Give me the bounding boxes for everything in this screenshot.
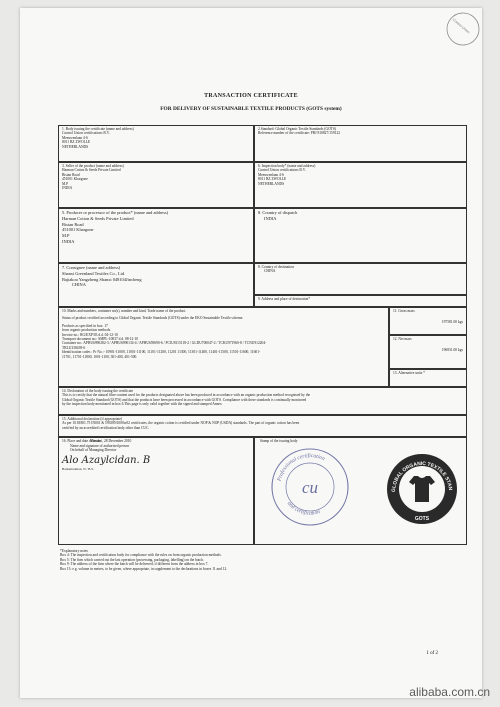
gots-ring-text: GLOBAL ORGANIC TEXTILE STAN [390, 460, 453, 493]
box-line: Bistan Road [62, 172, 80, 177]
note-line: Box 9: The address of the firm where the batch will be delivered, if different from the address in box 7. [60, 562, 209, 567]
certificate-sheet [20, 8, 482, 698]
box-line: Meeuwenlaan 4-6 [258, 172, 284, 177]
signature-label: Name and signature of authorised person [70, 443, 129, 448]
box-line: M.P [62, 181, 69, 186]
seal-top-text: Professional certification [276, 452, 326, 482]
box-label: 1. Body issuing the certificate (name and address) [62, 127, 134, 131]
control-union-seal-icon [269, 446, 351, 528]
page-number: 1 of 2 [426, 651, 438, 656]
box-line: NETHERLANDS [258, 181, 285, 186]
seal-bottom-text: and certification [285, 500, 321, 517]
box-line: Transport document no.: SMPL-10037 d.d. 08-12-10 [62, 337, 139, 342]
box-country-destination [254, 263, 467, 295]
box-label: 15. Additional declaration (if appropriate) [62, 417, 123, 421]
box-line: Control Union certifications B.V. [258, 168, 306, 173]
box-label: 9. Address and place of destination* [258, 297, 311, 301]
box-destination-address [254, 295, 467, 307]
box-standard [254, 125, 467, 162]
box-line: Harman Cotton & Seeds Private Limited [62, 168, 121, 173]
net-mass-value: 196831.00 kgs [441, 348, 463, 353]
box-label: 2.Standard: Global Organic Textile Standards (GOTS) [258, 127, 337, 131]
box-country-dispatch [254, 208, 467, 263]
box-line: TRLU338439-6 [62, 345, 86, 350]
note-line: Box 4: The inspection and certification body for compliance with the rules on from organic production methods. [60, 553, 222, 558]
box-stamp [254, 437, 467, 545]
box-line: Identification codes : Pr No.:- 10901-11000, 11001-11100, 11101-11200, 11201 11300, 11301-11400, 11401-11500, 11501-11600, 11601- [62, 350, 261, 355]
box-gross-mass [389, 307, 467, 335]
box-line: Control Union certifications B.V. [62, 131, 110, 136]
box-value: INDIA [264, 215, 277, 221]
box-label: 16. Place and date of issue [62, 439, 101, 443]
box-line: Shanxi Greenland Textiles Co., Ltd. [62, 270, 126, 276]
box-line: 8011 BZ ZWOLLE [62, 140, 91, 145]
box-label: 14. Declaration of the body issuing the certificate [62, 389, 134, 393]
box-label: 12. Net mass [393, 337, 412, 341]
box-label: 8. Country of dispatch [258, 210, 298, 215]
box-net-mass [389, 335, 467, 369]
gots-bottom-text: GOTS [414, 516, 430, 522]
signatory-name: Balasubraman. N / B.S. [62, 466, 95, 471]
box-line: M.P [62, 233, 70, 239]
note-line: Box 13: e.g. volume in metres, to be given, where appropriate, in supplement to the declarations in boxes 11 and 12. [60, 566, 228, 571]
box-line: 451001 Khargone [62, 177, 88, 182]
box-marks-numbers [58, 307, 389, 387]
certificate-reference: Reference number of the certificate: PRJ 810827/159122 [258, 131, 341, 136]
box-alternative-units [389, 369, 467, 387]
handwritten-signature: Alo Azaylcidan. B [62, 454, 151, 466]
box-declaration [58, 387, 467, 415]
place-date-value: Mumbai, 28 December 2010 [90, 439, 132, 444]
additional-text: As per 10.81801.75 IN001 & 59358N1000w02 certificates, the organic cotton is certified under NOP & NOP (USDA) standards. The part of organic cotton has been [62, 421, 300, 426]
box-line: 451001 Khargone [62, 227, 94, 233]
gross-mass-value: 197581.00 kgs [441, 320, 463, 325]
box-label: 13. Alternative units * [393, 371, 425, 375]
box-seller [58, 162, 254, 208]
box-line: Harman Cotton & Seeds Private Limited [62, 215, 134, 221]
box-producer [58, 208, 254, 263]
box-label: 11. Gross mass [393, 309, 415, 313]
note-line: Box 5: The firm which carried out the last operation (processing, packaging, labelling) on the batch. [60, 557, 204, 562]
document-title: TRANSACTION CERTIFICATE [204, 93, 298, 99]
box-line: from organic production methods. [62, 328, 112, 333]
box-line: CHINA [72, 282, 86, 288]
box-value: CHINA [264, 269, 276, 274]
box-line: Bistan Road [62, 221, 84, 227]
declaration-text: This is to certify that the natural fibre content used for the products designated above has been produced in accordance with an organic production method recognised by the [62, 393, 311, 398]
box-place-date-signature [58, 437, 254, 545]
box-issuing-body [58, 125, 254, 162]
box-label: 10. Marks and numbers, container no(s), number and kind, Trade name of the product. [62, 309, 187, 313]
declaration-text: by the inspection body mentioned in box 6.This page is only valid together with the signed and stamped Annex [62, 402, 222, 407]
box-line: NETHERLANDS [62, 144, 89, 149]
box-line: INDIA [62, 238, 75, 244]
box-line: Products as specified in box: 17 [62, 323, 108, 328]
box-label: 8. Country of destination [258, 265, 294, 269]
box-label: 5. Producer or processor of the product* (name and address) [62, 210, 169, 215]
box-line: 8011 BZ ZWOLLE [258, 177, 287, 182]
control-union-corner-stamp [436, 2, 490, 56]
seal-center-text: cu [301, 478, 319, 497]
corner-stamp-text: Control Union [451, 17, 471, 35]
box-line: Invoice no.: RG/EXP/03 d.d. 04-12-10 [62, 332, 118, 337]
document-subtitle: FOR DELIVERY OF SUSTAINABLE TEXTILE PRODUCTS (GOTS system) [160, 106, 342, 112]
box-additional-declaration [58, 415, 467, 437]
box-consignee [58, 263, 254, 307]
note-line: *Explanatory notes [60, 549, 88, 553]
box-line: Status of product certified according to Global Organic Textile Standards (GOTS) under the EKO Sustainable Textile scheme. [62, 316, 244, 321]
box-label: 6. Inspection body* (name and address) [258, 164, 316, 168]
box-line: Container no.: APHU6990282-3 / APHU6990134-4 / APHU659690-6 / FCIU8115118-2 / GLDU700047-2 / TCKU971960-8 / TCNU912204- [62, 341, 267, 346]
box-label: 3. Seller of the product (name and address) [62, 164, 124, 168]
box-inspection-body [254, 162, 467, 208]
box-line: Bajiakou Yangzheng Shanxi 048104Jincheng [62, 276, 142, 282]
declaration-text: Global Organic Textile Standard (GOTS) and that the products have been processed in accordance with GOTS. Compliance with these standards is continually monitored [62, 397, 307, 402]
additional-text: certified by an accredited certification body other than CUC. [62, 425, 150, 430]
box-label: Stamp of the issuing body [260, 439, 298, 443]
box-label: 7. Consignee (name and address) [62, 265, 121, 270]
box-line: INDIA [62, 186, 73, 191]
explanatory-notes [60, 549, 480, 571]
alibaba-watermark: alibaba.com.cn [409, 685, 490, 699]
box-line: 11701, 11701-11800, 1001-1100, 301-400, 401-500. [62, 354, 138, 359]
on-behalf-label: On behalf of Managing Director [70, 448, 117, 453]
gots-logo-icon [385, 452, 459, 526]
box-line: Meeuwenlaan 4-6 [62, 135, 88, 140]
svg-text:and certification [286, 501, 321, 517]
